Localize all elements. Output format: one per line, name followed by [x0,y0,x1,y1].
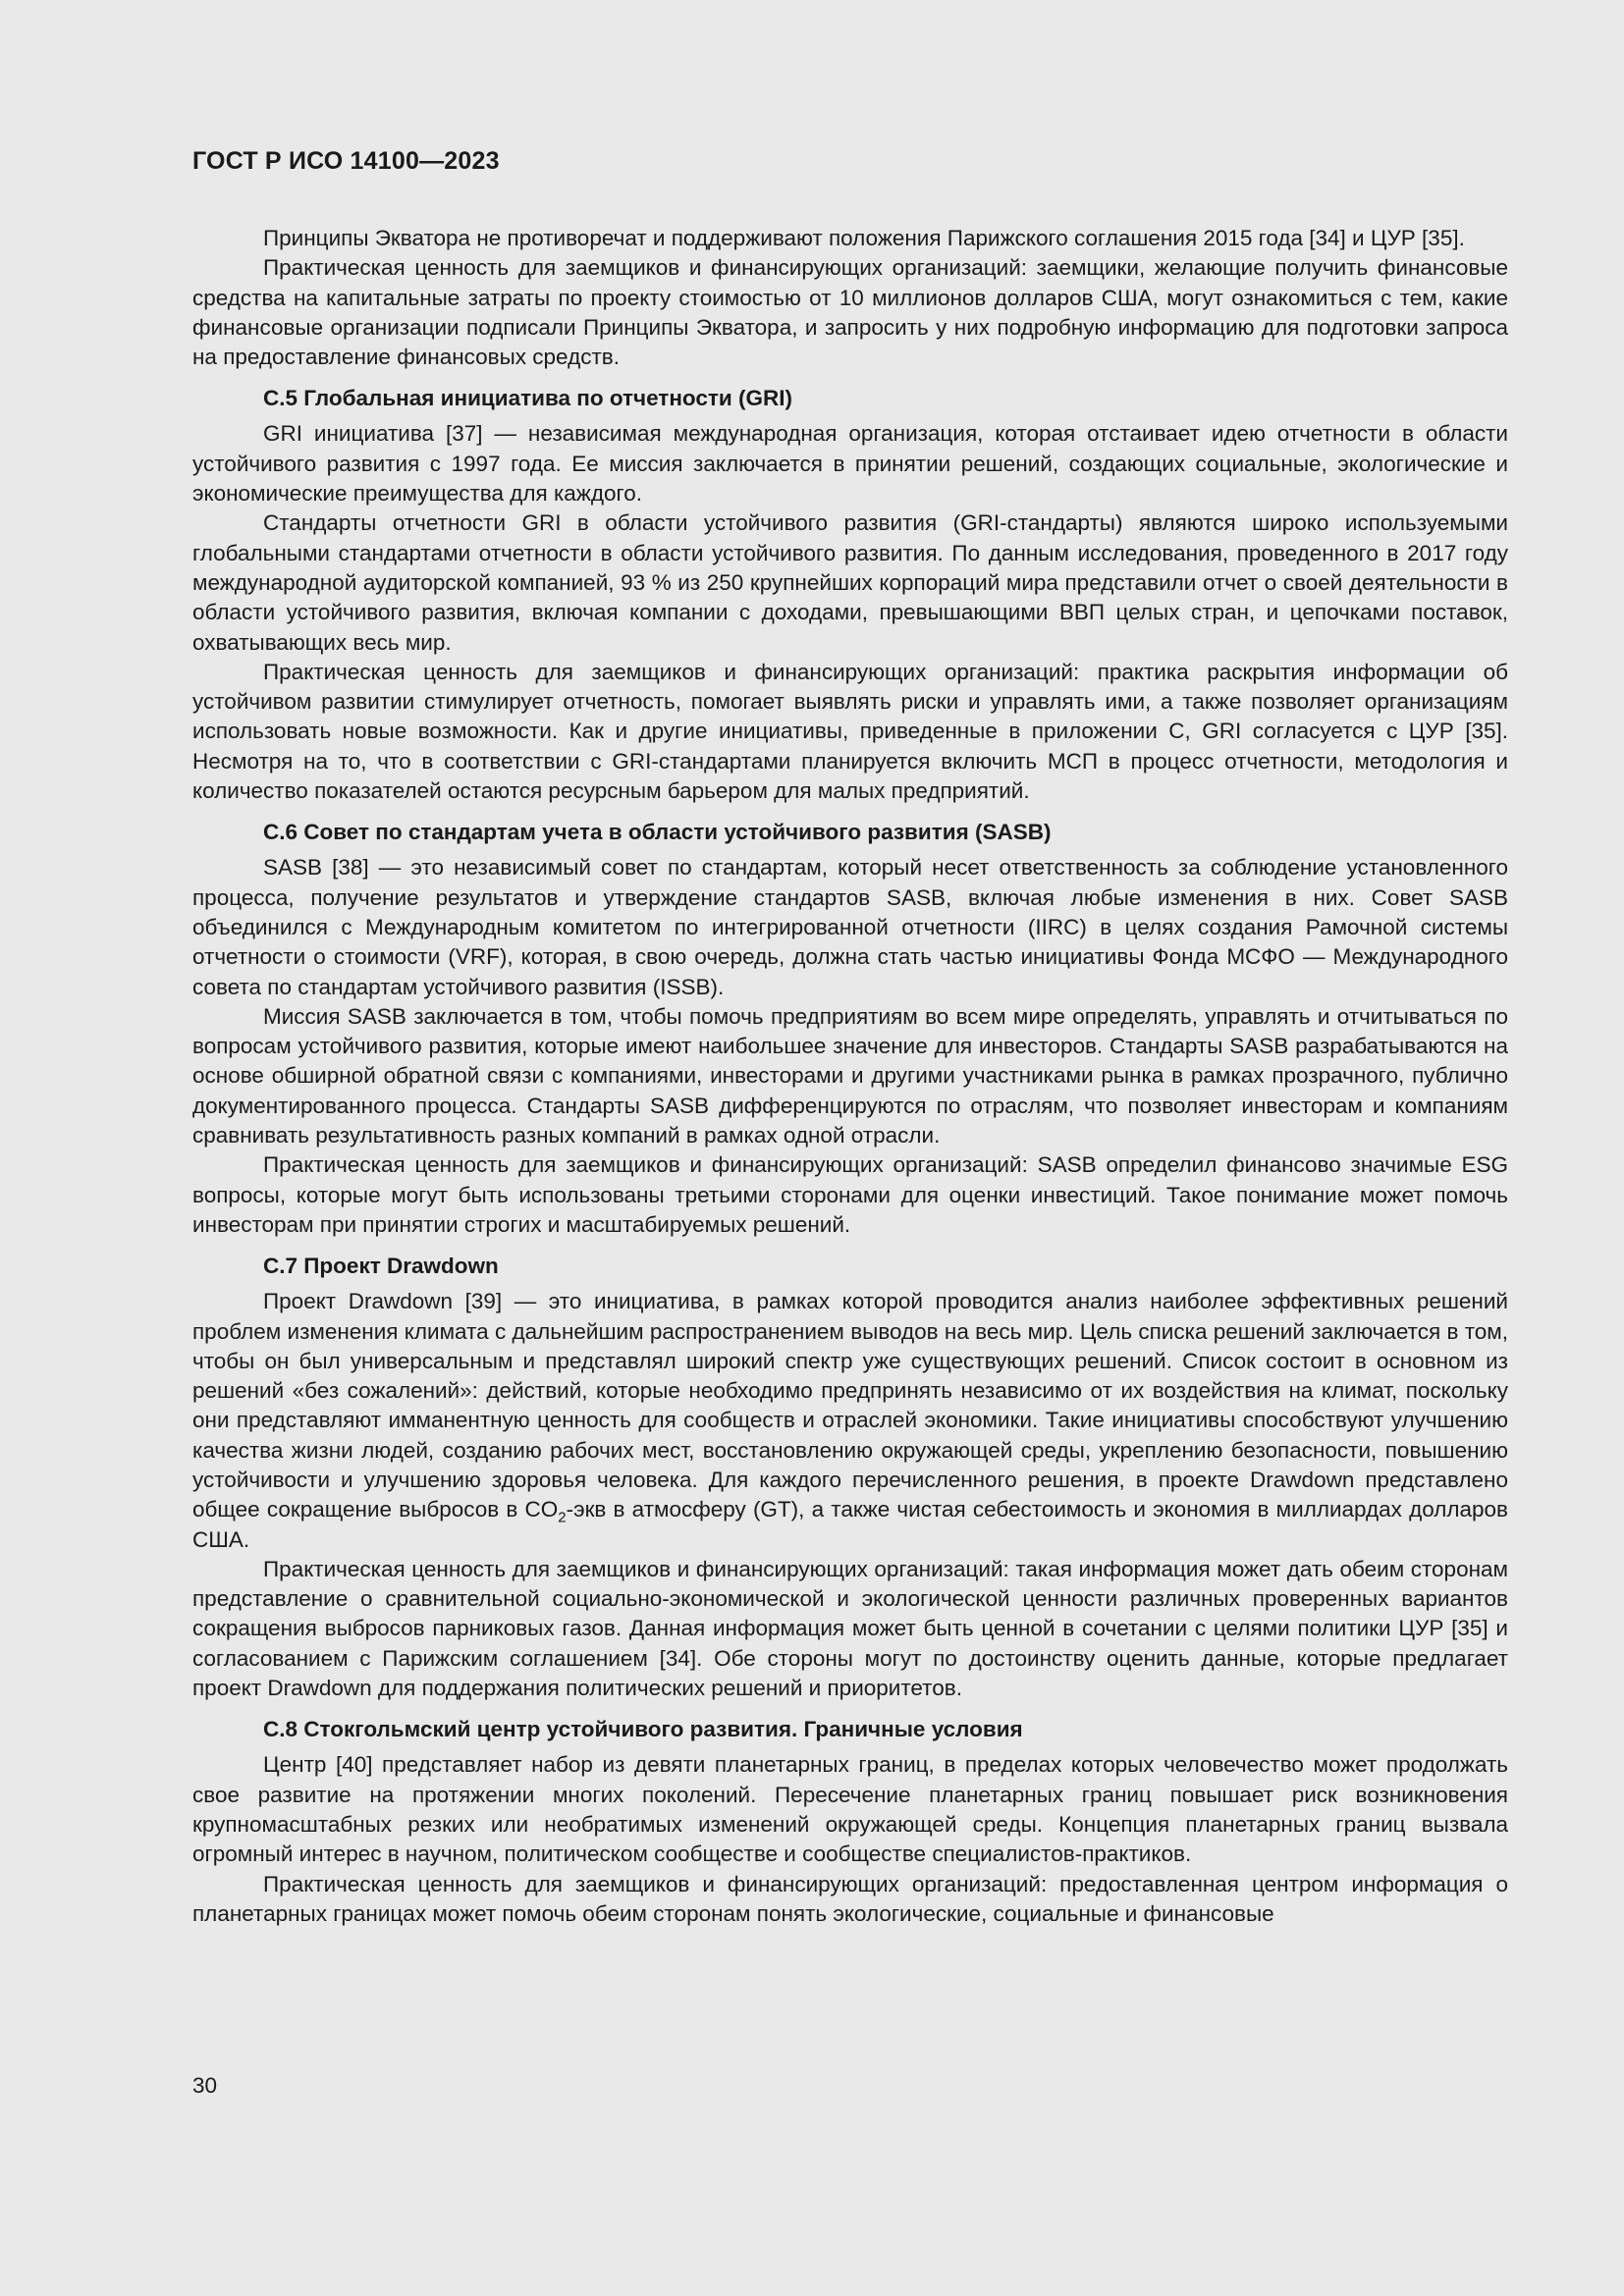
document-header: ГОСТ Р ИСО 14100—2023 [192,147,500,175]
paragraph: GRI инициатива [37] — независимая международная организация, которая отстаивает идею отчетности в области устойчивого развития с 1997 года. Ее миссия заключается в принятии решений, создающих социальные, экологические и экономические преимущества для каждого. [192,421,1508,507]
paragraph: Практическая ценность для заемщиков и финансирующих организаций: предоставленная центром информация о планетарных границах может помочь обеим сторонам понять экологические, социальные и финансовые [192,1871,1508,1926]
paragraph: Практическая ценность для заемщиков и финансирующих организаций: заемщики, желающие получить финансовые средства на капитальные затраты по проекту стоимостью от 10 миллионов долларов США, могут ознакомиться с тем, какие финансовые организации подписали Принципы Экватора, и запросить у них подробную информацию для подготовки запроса на предоставление финансовых средств. [192,255,1508,370]
section-heading-c6: С.6 Совет по стандартам учета в области устойчивого развития (SASB) [263,820,1052,845]
section-heading-c8: С.8 Стокгольмский центр устойчивого развития. Граничные условия [263,1717,1023,1742]
paragraph-text-tail: -экв в атмосферу (GT), а также чистая себестоимость и экономия в миллиардах долларов США. [192,1497,1508,1552]
paragraph: Миссия SASB заключается в том, чтобы помочь предприятиям во всем мире определять, управлять и отчитываться по вопросам устойчивого развития, которые имеют наибольшее значение для инвесторов. Стандарты SASB разрабатываются на основе обширной обратной связи с компаниями, инвесторами и другими участниками рынка в рамках прозрачного, публично документированного процесса. Стандарты SASB дифференцируются по отраслям, что позволяет инвесторам и компаниям сравнивать результативность разных компаний в рамках одной отрасли. [192,1003,1508,1148]
paragraph: Практическая ценность для заемщиков и финансирующих организаций: такая информация может дать обеим сторонам представление о сравнительной социально-экономической и экологической ценности различных проверенных вариантов сокращения выбросов парниковых газов. Данная информация может быть ценной в сочетании с целями политики ЦУР [35] и согласованием с Парижским соглашением [34]. Обе стороны могут по достоинству оценить данные, которые предлагает проект Drawdown для поддержания политических решений и приоритетов. [192,1556,1508,1701]
paragraph: Центр [40] представляет набор из девяти планетарных границ, в пределах которых человечество может продолжать свое развитие на протяжении многих поколений. Пересечение планетарных границ повышает риск возникновения крупномасштабных резких или необратимых изменений окружающей среды. Концепция планетарных границ вызвала огромный интерес в научном, политическом сообществе и сообществе специалистов-практиков. [192,1752,1508,1867]
document-body [192,224,1508,1929]
section-heading-c5: С.5 Глобальная инициатива по отчетности (GRI) [263,386,792,411]
paragraph: Принципы Экватора не противоречат и поддерживают положения Парижского соглашения 2015 года [34] и ЦУР [35]. [263,226,1465,250]
section-heading-c7: С.7 Проект Drawdown [263,1254,499,1279]
paragraph: Практическая ценность для заемщиков и финансирующих организаций: практика раскрытия информации об устойчивом развитии стимулирует отчетность, помогает выявлять риски и управлять ими, а также позволяет организациям использовать новые возможности. Как и другие инициативы, приведенные в приложении С, GRI согласуется с ЦУР [35]. Несмотря на то, что в соответствии с GRI-стандартами планируется включить МСП в процесс отчетности, методология и количество показателей остаются ресурсным барьером для малых предприятий. [192,659,1508,804]
paragraph: Стандарты отчетности GRI в области устойчивого развития (GRI-стандарты) являются широко используемыми глобальными стандартами отчетности в области устойчивого развития. По данным исследования, проведенного в 2017 году международной аудиторской компанией, 93 % из 250 крупнейших корпораций мира представили отчет о своей деятельности в области устойчивого развития, включая компании с доходами, превышающими ВВП целых стран, и цепочками поставок, охватывающих весь мир. [192,510,1508,655]
paragraph: Практическая ценность для заемщиков и финансирующих организаций: SASB определил финансово значимые ESG вопросы, которые могут быть использованы третьими сторонами для оценки инвестиций. Такое понимание может помочь инвесторам при принятии строгих и масштабируемых решений. [192,1152,1508,1237]
co2-subscript: 2 [558,1509,567,1526]
page-number: 30 [192,2073,218,2098]
paragraph: SASB [38] — это независимый совет по стандартам, который несет ответственность за соблюдение установленного процесса, получение результатов и утверждение стандартов SASB, включая любые изменения в них. Совет SASB объединился с Международным комитетом по интегрированной отчетности (IIRC) в целях создания Рамочной системы отчетности о стоимости (VRF), которая, в свою очередь, должна стать частью инициативы Фонда МСФО — Международного совета по стандартам устойчивого развития (ISSB). [192,855,1508,999]
paragraph [192,1287,1508,1555]
paragraph-text: Проект Drawdown [39] — это инициатива, в рамках которой проводится анализ наиболее эффективных решений проблем изменения климата с дальнейшим распространением выводов на весь мир. Цель списка решений заключается в том, чтобы он был универсальным и представлял широкий спектр уже существующих решений. Список состоит в основном из решений «без сожалений»: действий, которые необходимо предпринять независимо от их воздействия на климат, поскольку они представляют имманентную ценность для сообществ и отраслей экономики. Такие инициативы способствуют улучшению качества жизни людей, созданию рабочих мест, восстановлению окружающей среды, укреплению безопасности, повышению устойчивости и улучшению здоровья человека. Для каждого перечисленного решения, в проекте Drawdown представлено общее сокращение выбросов в CO [192,1289,1508,1522]
